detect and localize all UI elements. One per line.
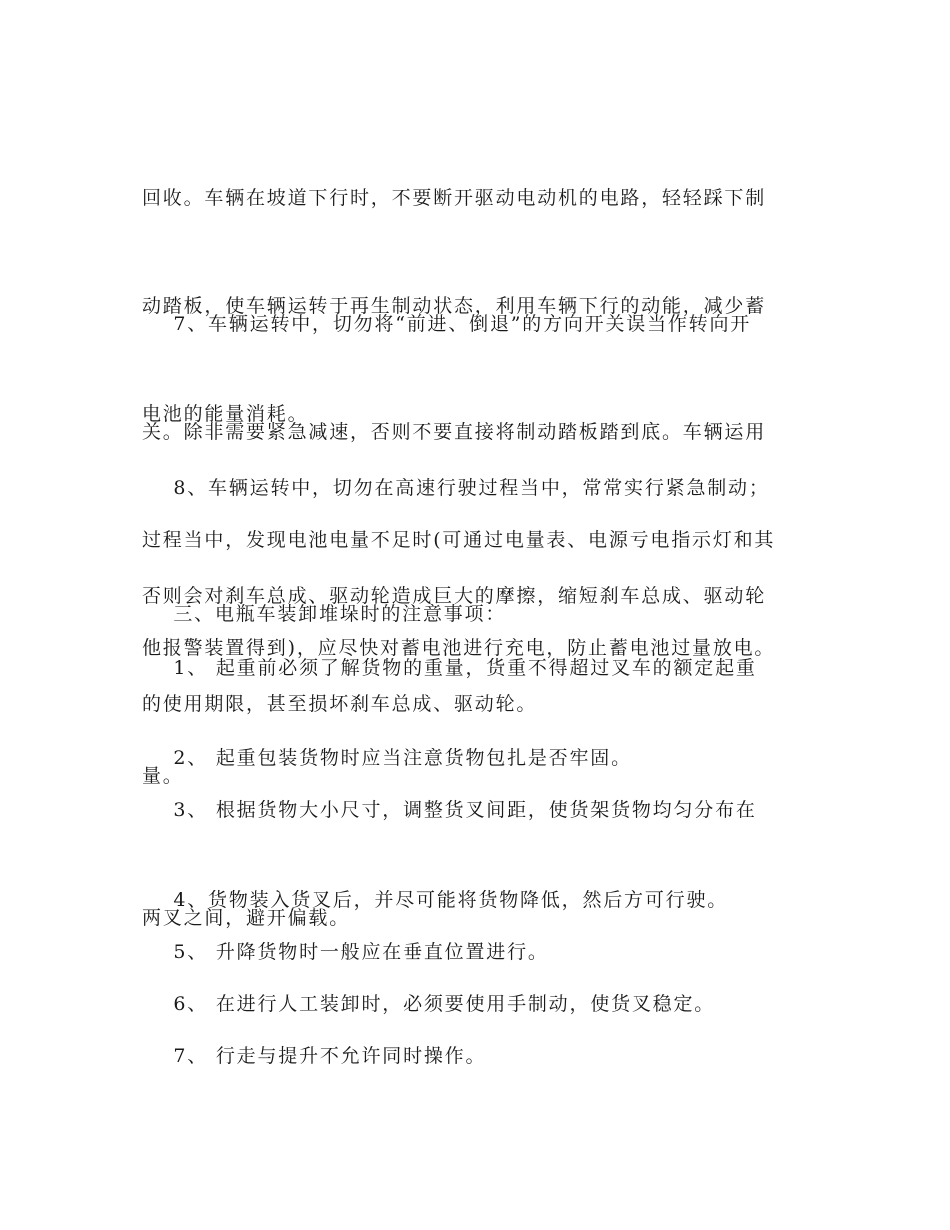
paragraph-line: 2、 起重包装货物时应当注意货物包扎是否牢固。 xyxy=(142,747,632,769)
paragraph-line: 的使用期限，甚至损坏刹车总成、驱动轮。 xyxy=(142,693,538,715)
paragraph-line: 4、货物装入货叉后，并尽可能将货物降低，然后方可行驶。 xyxy=(142,889,729,911)
paragraph-line: 7、车辆运转中，切勿将“前进、倒退”的方向开关误当作转向开 xyxy=(142,313,752,335)
paragraph-line: 量。 xyxy=(142,765,184,787)
paragraph-line: 动踏板，使车辆运转于再生制动状态，利用车辆下行的动能，减少蓄 xyxy=(142,295,767,317)
paragraph-line: 1、 起重前必须了解货物的重量，货重不得超过叉车的额定起重 xyxy=(142,657,757,679)
paragraph-line: 关。除非需要紧急减速，否则不要直接将制动踏板踏到底。车辆运用 xyxy=(142,421,767,443)
paragraph-line: 否则会对刹车总成、驱动轮造成巨大的摩擦，缩短刹车总成、驱动轮 xyxy=(142,585,767,607)
paragraph-line: 电池的能量消耗。 xyxy=(142,403,309,425)
paragraph-line: 7、 行走与提升不允许同时操作。 xyxy=(142,1045,487,1067)
paragraph-line: 过程当中，发现电池电量不足时(可通过电量表、电源亏电指示灯和其 xyxy=(142,529,776,551)
paragraph-line: 他报警装置得到)，应尽快对蓄电池进行充电，防止蓄电池过量放电。 xyxy=(142,637,776,659)
paragraph-line: 8、车辆运转中，切勿在高速行驶过程当中，常常实行紧急制动； xyxy=(142,477,770,499)
paragraph-line: 回收。车辆在坡道下行时，不要断开驱动电动机的电路，轻轻踩下制 xyxy=(142,187,767,209)
paragraph-line: 5、 升降货物时一般应在垂直位置进行。 xyxy=(142,941,549,963)
paragraph-line: 两叉之间，避开偏载。 xyxy=(142,907,351,929)
list-item-7 xyxy=(142,966,808,1146)
section-heading: 三、电瓶车装卸堆垛时的注意事项： xyxy=(142,603,507,625)
paragraph-line: 3、 根据货物大小尺寸，调整货叉间距，使货架货物均匀分布在 xyxy=(142,799,757,821)
paragraph-line: 6、 在进行人工装卸时，必须要使用手制动，使货叉稳定。 xyxy=(142,993,716,1015)
